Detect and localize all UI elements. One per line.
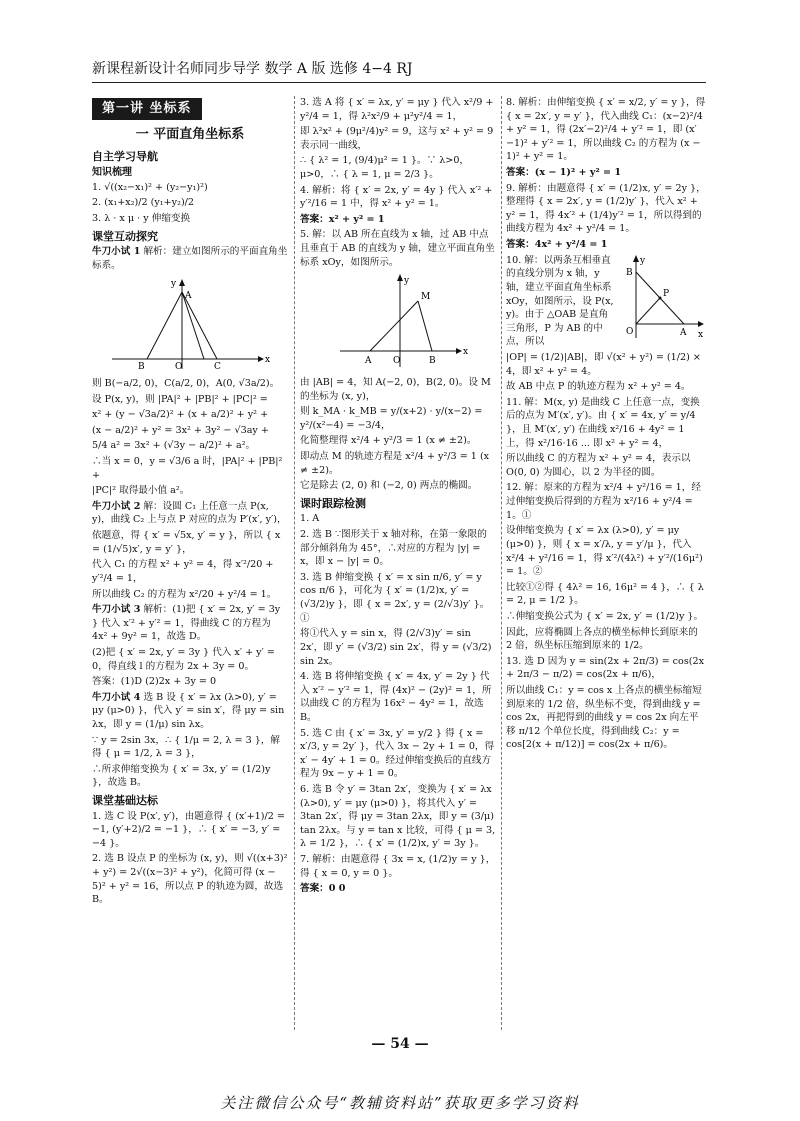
check-10-line: 故 AB 中点 P 的轨迹方程为 x² + y² = 4。 xyxy=(506,381,691,393)
ex2-line: 依题意，得 { x′ = √5x, y′ = y }，所以 { x = (1/√5)x′, y = y′ }， xyxy=(92,530,281,555)
ex1-line: (x − a/2)² + y² = 3x² + 3y² − √3ay + xyxy=(92,424,269,436)
check-8-answer: 答案：(x − 1)² + y² = 1 xyxy=(506,167,622,179)
fig1-x-label: x xyxy=(265,355,271,366)
basic-2: 2. 选 B 设点 P 的坐标为 (x, y)，则 √((x+3)² + y²) = 2√((x−3)² + y²)，化简可得 (x − 5)² + y² = 16，所以点 P 的轨迹为圆，故选 B。 xyxy=(92,853,288,906)
fig3-y-label: y xyxy=(640,255,646,266)
ex2-line: 所以曲线 C₂ 的方程为 x²/20 + y²/4 = 1。 xyxy=(92,588,277,600)
fig2-origin: O xyxy=(393,356,401,367)
basic-4: 4. 解析：将 { x′ = 2x, y′ = 4y } 代入 x′² + y′²/16 = 1 中，得 x² + y² = 1。 xyxy=(300,184,493,210)
coordinate-figure xyxy=(300,271,496,371)
knowledge-2: 2. (x₁+x₂)/2 (y₁+y₂)/2 xyxy=(92,197,195,209)
check-12-line: ∴伸缩变换公式为 { x′ = 2x, y′ = (1/2)y }。 xyxy=(506,610,704,622)
ex2-line: 代入 C₁ 的方程 x² + y² = 4，得 x′²/20 + y′²/4 = 1， xyxy=(92,559,274,584)
section-title: 一 平面直角坐标系 xyxy=(135,127,245,143)
column-right xyxy=(506,96,706,1044)
check-13-line: 所以曲线 C₁：y = cos x 上各点的横坐标缩短到原来的 1/2 倍，纵坐标不变，得到曲线 y = cos 2x，再把得到的曲线 y = cos 2x 向左平移 π/12 个单位长度，得到曲线 C₂：y = cos[2(x + π/12)] = cos(2x + π/6)。 xyxy=(506,684,702,751)
check-13: 13. 选 D 因为 y = sin(2x + 2π/3) = cos(2x + 2π/3 − π/2) = cos(2x + π/6)， xyxy=(506,655,705,681)
heading-zhishi: 知识梳理 xyxy=(92,166,132,178)
check-10: 10. 解：以两条互相垂直的直线分别为 x 轴，y 轴，建立平面直角坐标系 xOy，如图所示，设 P(x, y)。由于 △OAB 是直角三角形，P 为 AB 的中点，所以 xyxy=(506,254,614,348)
ex4-line: ∵ y = 2sin 3x，∴ { 1/μ = 2, λ = 3 }，解得 { μ = 1/2, λ = 3 }， xyxy=(92,734,281,760)
fig3-point-b: B xyxy=(626,267,633,278)
basic-3-line: 即 λ²x² + (9μ²/4)y² = 9，这与 x² + y² = 9 表示同一曲线， xyxy=(300,126,494,151)
basic-5-line: 化简整理得 x²/4 + y²/3 = 1 (x ≠ ±2)。 xyxy=(300,435,477,447)
fig3-origin: O xyxy=(626,326,634,337)
heading-dabiao: 课堂基础达标 xyxy=(92,794,158,808)
ex1-line: 5/4 a² = 3x² + (√3y − a/2)² + a²。 xyxy=(92,440,256,452)
basic-3: 3. 选 A 将 { x′ = λx, y′ = μy } 代入 x²/9 + y²/4 = 1，得 λ²x²/9 + μ²y²/4 = 1， xyxy=(300,97,494,122)
basic-3-line: ∴ { λ² = 1, (9/4)μ² = 1 }。∵ λ>0，μ>0，∴ { λ = 1, μ = 2/3 }。 xyxy=(300,155,470,181)
basic-5-line: 即动点 M 的轨迹方程是 x²/4 + y²/3 = 1 (x ≠ ±2)。 xyxy=(300,450,490,476)
fig2-point-m: M xyxy=(421,292,431,303)
check-11-line: 所以曲线 C 的方程为 x² + y² = 4，表示以 O(0, 0) 为圆心，以 2 为半径的圆。 xyxy=(506,453,691,478)
check-12: 12. 解：原来的方程为 x²/4 + y²/16 = 1，经过伸缩变换后得到的方程为 x²/16 + y²/4 = 1。① xyxy=(506,482,701,521)
fig3-point-a: A xyxy=(680,327,687,338)
check-6: 6. 选 B 令 y′ = 3tan 2x′，变换为 { x′ = λx (λ>0), y′ = μy (μ>0) }，将其代入 y′ = 3tan 2x′，得 μy = 3tan 2λx，即 y = (3/μ) tan 2λx。与 y = tan x 比较，可得 { μ = 3, λ = 1/2 }，∴ { x′ = (1/2)x, y′ = 3y }。 xyxy=(300,783,496,850)
ex3-answer: 答案：(1)D (2)2x + 3y = 0 xyxy=(92,676,217,688)
check-12-line: 设伸缩变换为 { x′ = λx (λ>0), y′ = μy (μ>0) }，则 { x = x′/λ, y = y′/μ }，代入 x²/4 + y²/16 = 1，得 x′²/(4λ²) + y′²/(16μ²) = 1。② xyxy=(506,525,703,578)
footer-note: 关注微信公众号“教辅资料站”获取更多学习资料 xyxy=(220,1094,580,1112)
column-middle xyxy=(300,96,496,1024)
basic-1: 1. 选 C 设 P(x′, y′)，由题意得 { (x′+1)/2 = −1, (y′+2)/2 = −1 }，∴ { x′ = −3, y′ = −4 }。 xyxy=(92,810,285,849)
fig2-point-a: A xyxy=(365,356,372,367)
heading-kehou: 课时跟踪检测 xyxy=(300,496,366,510)
ex1-line: 则 B(−a/2, 0)，C(a/2, 0)，A(0, √3a/2)。 xyxy=(92,377,280,389)
page-header: 新课程新设计名师同步导学 数学 A 版 选修 4−4 RJ xyxy=(92,61,413,77)
ex4-line: ∴所求伸缩变换为 { x′ = 3x, y′ = (1/2)y }，故选 B。 xyxy=(92,763,271,789)
fig1-y-label: y xyxy=(171,279,177,290)
fig3-x-label: x xyxy=(698,329,704,340)
column-left xyxy=(92,96,288,1044)
check-10-line: |OP| = (1/2)|AB|，即 √(x² + y²) = (1/2) × 4，即 x² + y² = 4。 xyxy=(506,351,701,377)
basic-5-line: 则 k_MA · k_MB = y/(x+2) · y/(x−2) = y²/(x²−4) = −3/4， xyxy=(300,406,483,431)
basic-5-line: 由 |AB| = 4，知 A(−2, 0)，B(2, 0)。设 M 的坐标为 (x, y)， xyxy=(300,376,491,402)
column-divider xyxy=(501,96,502,1030)
fig1-origin: O xyxy=(175,362,183,373)
exercise-3-title: 牛刀小试 3 xyxy=(92,604,141,616)
fig1-point-c: C xyxy=(214,362,221,373)
ex1-line: ∴当 x = 0，y = √3/6 a 时，|PA|² + |PB|² + xyxy=(92,456,283,481)
heading-ketang: 课堂互动探究 xyxy=(92,229,158,243)
fig2-y-label: y xyxy=(404,276,410,287)
knowledge-1: 1. √((x₂−x₁)² + (y₂−y₁)²) xyxy=(92,181,208,193)
exercise-2-title: 牛刀小试 2 xyxy=(92,500,141,512)
ex4-line: 选 B 设 { x′ = λx (λ>0), y′ = μy (μ>0) }，代入 y′ = sin x′，得 μy = sin λx，即 y = (1/μ) sin λx。 xyxy=(92,691,285,730)
ex1-line: 设 P(x, y)，则 |PA|² + |PB|² + |PC|² = xyxy=(92,393,268,405)
header-rule xyxy=(92,82,706,83)
ex3-line: 解析：(1)把 { x′ = 2x, y′ = 3y } 代入 x′² + y′² = 1，得曲线 C 的方程为 4x² + 9y² = 1，故选 D。 xyxy=(92,604,281,643)
check-9-answer: 答案：4x² + y²/4 = 1 xyxy=(506,239,608,251)
exercise-1-text: 解析：建立如图所示的平面直角坐标系。 xyxy=(92,246,288,271)
check-3: 3. 选 B 伸缩变换 { x′ = x sin π/6, y′ = y cos π/6 }，可化为 { x′ = (1/2)x, y′ = (√3/2)y }，即 { x = 2x′, y = (2/√3)y′ }。① xyxy=(300,571,490,624)
fig2-point-b: B xyxy=(429,356,436,367)
check-7: 7. 解析：由题意得 { 3x = x, (1/2)y = y }，得 { x = 0, y = 0 }。 xyxy=(300,854,496,879)
ex1-line: x² + (y − √3a/2)² + (x + a/2)² + y² + xyxy=(92,409,269,421)
fig1-point-a: A xyxy=(185,291,192,302)
check-5: 5. 选 C 由 { x′ = 3x, y′ = y/2 } 得 { x = x′/3, y = 2y′ }，代入 3x − 2y + 1 = 0，得 x′ − 4y′ + 1 = 0。经过伸缩变换后的直线方程为 9x − y + 1 = 0。 xyxy=(300,727,495,780)
page-number: — 54 — xyxy=(371,1036,429,1052)
fig1-point-b: B xyxy=(138,362,145,373)
basic-4-answer: 答案：x² + y² = 1 xyxy=(300,213,385,225)
check-4: 4. 选 B 将伸缩变换 { x′ = 4x, y′ = 2y } 代入 x′² − y′² = 1，得 (4x)² − (2y)² = 1，所以曲线 C 的方程为 16x² − 4y² = 1，故选 B。 xyxy=(300,671,492,723)
fig2-x-label: x xyxy=(463,347,469,358)
check-3-line: 将①代入 y = sin x，得 (2/√3)y′ = sin 2x′，即 y′ = (√3/2) sin 2x′，得 y = (√3/2) sin 2x。 xyxy=(300,628,492,667)
ex3-line: (2)把 { x′ = 2x, y′ = 3y } 代入 x′ + y′ = 0，得直线 l 的方程为 2x + 3y = 0。 xyxy=(92,646,275,672)
knowledge-3: 3. λ · x μ · y 伸缩变换 xyxy=(92,212,191,224)
ex2-line: 解：设圆 C₁ 上任意一点 P(x, y)，曲线 C₂ 上与点 P 对应的点为 P′(x′, y′)， xyxy=(92,500,287,526)
check-7-answer: 答案：0 0 xyxy=(300,883,346,895)
basic-5: 5. 解：以 AB 所在直线为 x 轴，过 AB 中点且垂直于 AB 的直线为 y 轴，建立平面直角坐标系 xOy，如图所示。 xyxy=(300,229,495,268)
exercise-1-title: 牛刀小试 1 xyxy=(92,246,141,258)
check-12-line: 比较①②得 { 4λ² = 16, 16μ² = 4 }，∴ { λ = 2, μ = 1/2 }。 xyxy=(506,581,704,607)
check-1: 1. A xyxy=(300,513,320,525)
triangle-figure xyxy=(92,274,288,372)
basic-5-line: 它是除去 (2, 0) 和 (−2, 0) 两点的椭圆。 xyxy=(300,480,478,492)
check-2: 2. 选 B ∵图形关于 x 轴对称，在第一象限的部分倾斜角为 45°，∴对应的方程为 |y| = x，即 x − |y| = 0。 xyxy=(300,529,487,568)
ex1-line: |PC|² 取得最小值 a²。 xyxy=(92,485,190,497)
exercise-4-title: 牛刀小试 4 xyxy=(92,691,141,703)
check-12-line: 因此，应将椭圆上各点的横坐标伸长到原来的 2 倍，纵坐标压缩到原来的 1/2。 xyxy=(506,626,698,652)
check-9: 9. 解析：由题意得 { x′ = (1/2)x, y′ = 2y }，整理得 { x = 2x′, y = (1/2)y′ }，代入 x² + y² = 1，得 4x′² + (1/4)y′² = 1，所以得到的曲线方程为 4x² + y²/4 = 1。 xyxy=(506,182,706,235)
heading-zizhu: 自主学习导航 xyxy=(92,149,158,163)
chapter-banner: 第一讲 坐标系 xyxy=(92,98,202,120)
check-11: 11. 解：M(x, y) 是曲线 C 上任意一点，变换后的点为 M′(x′, y′)。由 { x′ = 4x, y′ = y/4 }，且 M′(x′, y′) 在曲线 x²/16 + 4y² = 1 上，得 x²/16·16 ... 即 x² + y² = 4， xyxy=(506,396,700,449)
right-triangle-figure xyxy=(618,254,706,342)
fig3-point-p: P xyxy=(663,288,670,299)
check-8: 8. 解析：由伸缩变换 { x′ = x/2, y′ = y }，得 { x = 2x′, y = y′ }，代入曲线 C₁：(x−2)²/4 + y² = 1，得 (2x′−2)²/4 + y′² = 1，即 (x′−1)² + y′² = 1，所以曲线 C₂ 的方程为 (x − 1)² + y² = 1。 xyxy=(506,97,706,163)
column-divider xyxy=(294,96,295,1030)
